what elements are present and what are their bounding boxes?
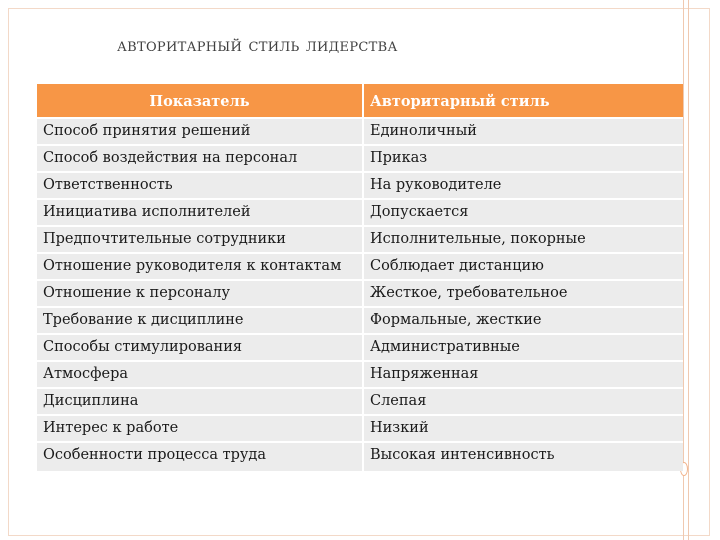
table-cell-value: Низкий xyxy=(363,415,683,442)
table-cell-indicator: Предпочтительные сотрудники xyxy=(37,226,363,253)
table-cell-indicator: Инициатива исполнителей xyxy=(37,199,363,226)
table-cell-value: Допускается xyxy=(363,199,683,226)
table-cell-indicator: Интерес к работе xyxy=(37,415,363,442)
table-row xyxy=(37,388,683,415)
table-cell-value: Единоличный xyxy=(363,118,683,145)
table-cell-value: Административные xyxy=(363,334,683,361)
leadership-style-table xyxy=(37,82,683,471)
table-row xyxy=(37,172,683,199)
table-row xyxy=(37,334,683,361)
table-cell-indicator: Способы стимулирования xyxy=(37,334,363,361)
table-cell-value: На руководителе xyxy=(363,172,683,199)
table-row xyxy=(37,199,683,226)
slide-frame-right-rail xyxy=(683,0,689,540)
table-row xyxy=(37,253,683,280)
table-cell-value: Соблюдает дистанцию xyxy=(363,253,683,280)
table-cell-indicator: Ответственность xyxy=(37,172,363,199)
table-cell-indicator: Способ принятия решений xyxy=(37,118,363,145)
table-row xyxy=(37,307,683,334)
table-header-row xyxy=(37,83,683,118)
table-cell-indicator: Отношение руководителя к контактам xyxy=(37,253,363,280)
table-row xyxy=(37,118,683,145)
table-cell-indicator: Атмосфера xyxy=(37,361,363,388)
table-cell-indicator: Отношение к персоналу xyxy=(37,280,363,307)
table-cell-value: Исполнительные, покорные xyxy=(363,226,683,253)
table-cell-value: Высокая интенсивность xyxy=(363,442,683,471)
table-cell-value: Формальные, жесткие xyxy=(363,307,683,334)
table-row xyxy=(37,280,683,307)
table-cell-indicator: Способ воздействия на персонал xyxy=(37,145,363,172)
table-cell-value: Напряженная xyxy=(363,361,683,388)
table-row xyxy=(37,442,683,471)
column-header-authoritarian-style: Авторитарный стиль xyxy=(363,83,683,118)
table-cell-value: Жесткое, требовательное xyxy=(363,280,683,307)
table-cell-value: Слепая xyxy=(363,388,683,415)
table-row xyxy=(37,226,683,253)
column-header-indicator: Показатель xyxy=(37,83,363,118)
table-row xyxy=(37,361,683,388)
table-cell-indicator: Дисциплина xyxy=(37,388,363,415)
table-cell-indicator: Требование к дисциплине xyxy=(37,307,363,334)
table-cell-value: Приказ xyxy=(363,145,683,172)
table-cell-indicator: Особенности процесса труда xyxy=(37,442,363,471)
slide-title: авторитарный стиль лидерства xyxy=(117,34,398,56)
table-row xyxy=(37,145,683,172)
table-row xyxy=(37,415,683,442)
